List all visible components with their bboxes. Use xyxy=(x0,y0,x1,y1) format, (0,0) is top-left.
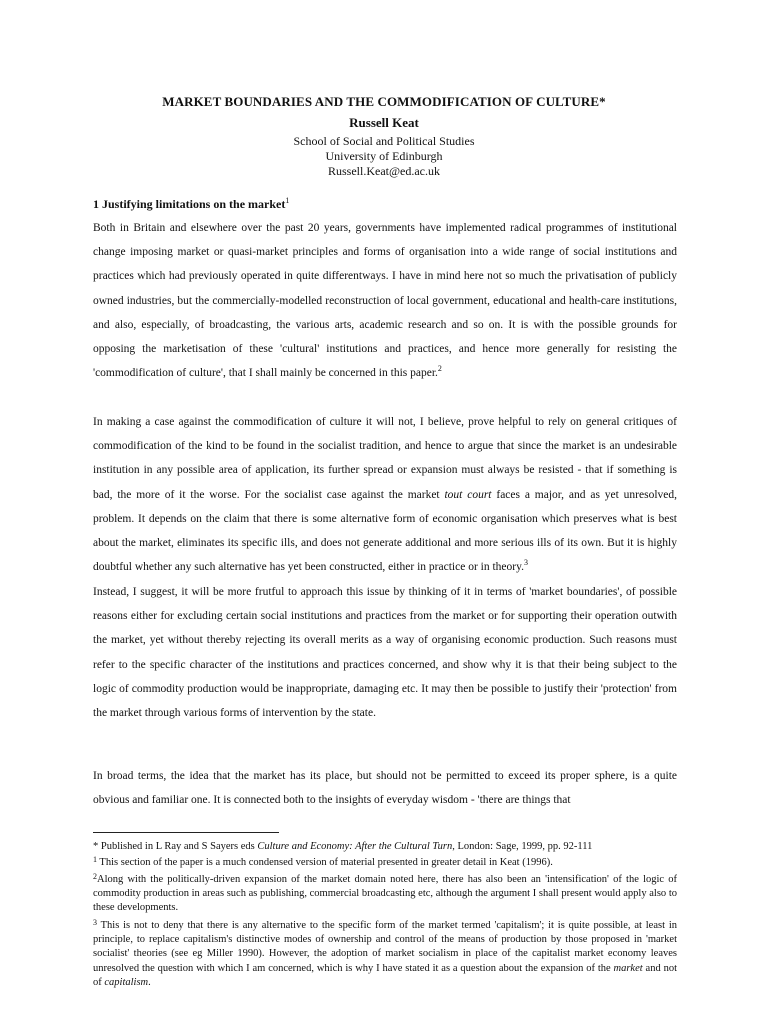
paragraph-2-text-b: faces a major, and as yet unresolved, problem. It depends on the claim that there is some alternative form of economic organisation which preserves what is best about the market, eliminates its specific ills, and does not generate additional and more serious ills of its own. But it is highly doubtful whether any such alternative has yet been constructed, either in practice or in theory. xyxy=(93,488,677,574)
section-heading-text: 1 Justifying limitations on the market xyxy=(93,197,286,211)
footnote-1-text: This section of the paper is a much condensed version of material presented in greater detail in Keat (1996). xyxy=(97,857,553,868)
paragraph-3: Instead, I suggest, it will be more frutful to approach this issue by thinking of it in terms of 'market boundaries', of possible reasons either for excluding certain social institutions and practices from the market or for supporting their operation outwith the market, yet without thereby rejecting its overall merits as a way of organising economic production. Such reasons must refer to the specific character of the institutions and practices concerned, and show why it is that their being subject to the logic of commodity production would be inappropriate, damaging etc. It may then be possible to justify their 'protection' from the market through various forms of intervention by the state. xyxy=(93,586,677,720)
paragraph-2-emphasis: tout court xyxy=(444,488,492,501)
footnote-ref-1[interactable]: 1 xyxy=(285,196,290,205)
footnote-3-emphasis-capitalism: capitalism xyxy=(104,976,149,988)
affiliation-school: School of Social and Political Studies xyxy=(293,134,475,148)
paragraph-2-text-a: In making a case against the commodification of culture it will not, I believe, prove helpful to rely on general critiques of commodification of the kind to be found in the socialist tradition, and hence to argue that since the market is an undesirable institution in any possible area of application, its further spread or expansion must always be resisted - that if something is bad, the more of it the worse. For the socialist case against the market xyxy=(93,416,677,501)
author-name: Russell Keat xyxy=(349,115,419,130)
footnote-3-end: . xyxy=(148,976,151,988)
footnote-star-text-b: , London: Sage, 1999, pp. 92-111 xyxy=(452,841,593,852)
footnote-3-emphasis-market: market xyxy=(613,962,643,974)
footnote-2-mark: 2 xyxy=(93,872,97,881)
paragraph-1 xyxy=(93,216,677,385)
affiliation-university: University of Edinburgh xyxy=(325,149,443,163)
footnote-ref-3[interactable]: 3 xyxy=(523,558,528,568)
footnote-3-text-mid: and not of xyxy=(93,962,677,988)
paragraph-2 xyxy=(93,410,677,579)
footnote-ref-2[interactable]: 2 xyxy=(437,364,442,374)
footnote-1 xyxy=(93,856,677,870)
footnote-3-text-a: This is not to deny that there is any alternative to the specific form of the market termed 'capitalism'; it is quite possible, at least in principle, to replace capitalism's distinctive modes of ownership and control of the means of production by those proposed in 'market socialist' theories (see eg Miller 1990). However, the adoption of market socialism in place of the capitalist market economy leaves unresolved the question with which I am concerned, which is why I have stated it as a question about the expansion of the xyxy=(93,920,677,974)
footnote-3-mark: 3 xyxy=(93,918,97,927)
paragraph-1-text: Both in Britain and elsewhere over the past 20 years, governments have implemented radical programmes of institutional change imposing market or quasi-market principles and forms of organisation into a wide range of social institutions and practices which had previously operated in quite differentways. I have in mind here not so much the privatisation of publicly owned industries, but the commercially-modelled reconstruction of local government, educational and health-care institutions, and also, especially, of broadcasting, the various arts, academic research and so on. It is with the possible grounds for opposing the marketisation of these 'cultural' institutions and practices, and hence more generally for resisting the 'commodification of culture', that I shall mainly be concerned in this paper. xyxy=(93,222,677,380)
footnote-1-mark: 1 xyxy=(93,855,97,864)
footnote-star-mark: * xyxy=(93,841,99,852)
footnote-divider xyxy=(93,832,279,833)
footnote-star-text-a: Published in L Ray and S Sayers eds xyxy=(98,841,258,852)
affiliation-email[interactable]: Russell.Keat@ed.ac.uk xyxy=(327,164,441,178)
paper-title: MARKET BOUNDARIES AND THE COMMODIFICATION OF CULTURE* xyxy=(162,94,606,109)
paragraph-4: In broad terms, the idea that the market has its place, but should not be permitted to exceed its proper sphere, is a quite obvious and familiar one. It is connected both to the insights of everyday wisdom - 'there are things that xyxy=(93,770,677,807)
footnote-2-text: Along with the politically-driven expansion of the market domain noted here, there has also been an 'intensification' of the logic of commodity production in areas such as publishing, commercial broadcasting etc, although the argument I shall present would apply also to these developments. xyxy=(93,874,677,914)
footnote-2 xyxy=(93,873,677,916)
footnote-publication xyxy=(93,840,677,854)
footnote-3 xyxy=(93,919,677,990)
section-heading xyxy=(93,197,289,212)
footnote-star-book-title: Culture and Economy: After the Cultural Turn xyxy=(257,841,453,852)
